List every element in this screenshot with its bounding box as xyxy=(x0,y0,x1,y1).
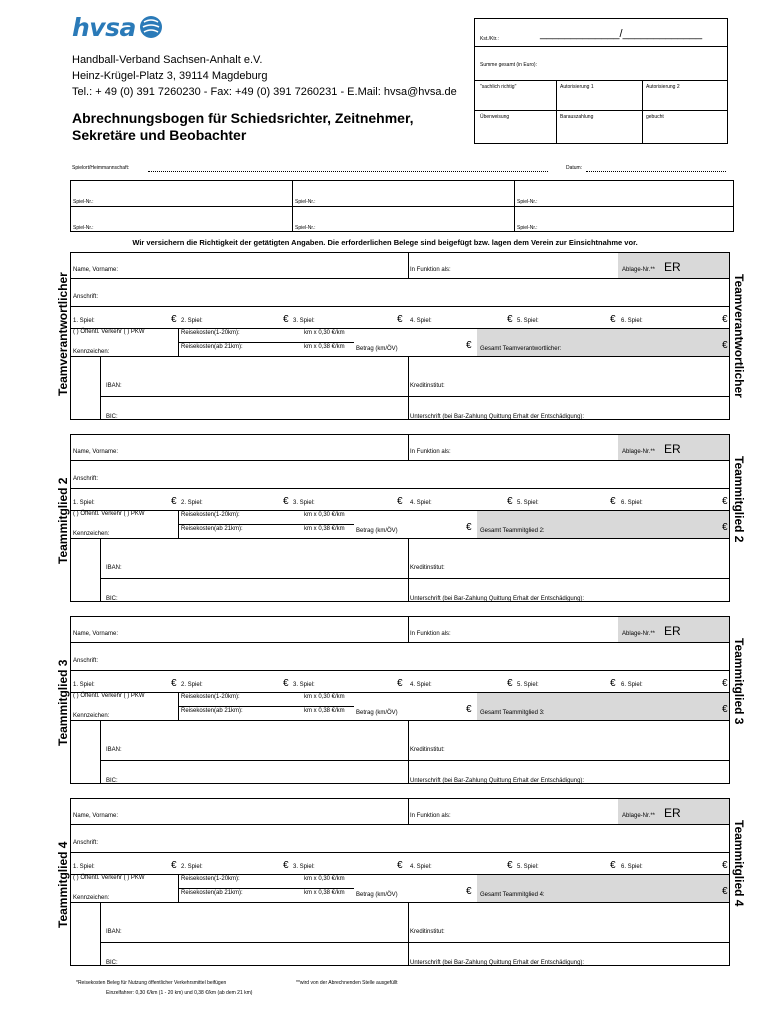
gesamt-label: Gesamt Teammitglied 3: xyxy=(480,710,545,716)
spiel-2-label: 2. Spiel: xyxy=(181,318,203,324)
kreditinstitut-label: Kreditinstitut: xyxy=(410,383,445,389)
anschrift-label: Anschrift: xyxy=(73,658,99,664)
er-label: ER xyxy=(664,624,681,638)
bic-label: BIC: xyxy=(106,778,118,784)
er-label: ER xyxy=(664,442,681,456)
euro-sign: € xyxy=(610,496,616,507)
euro-sign: € xyxy=(283,496,289,507)
name-label: Name, Vorname: xyxy=(73,813,119,819)
iban-label: IBAN: xyxy=(106,747,122,753)
ablage-label: Ablage-Nr.** xyxy=(622,449,656,455)
euro-sign: € xyxy=(466,522,472,533)
km-rate-2: km x 0,38 €/km xyxy=(304,344,345,350)
divider xyxy=(408,356,409,420)
spielort-field[interactable] xyxy=(148,171,548,172)
funktion-label: In Funktion als: xyxy=(410,813,451,819)
euro-sign: € xyxy=(171,314,177,325)
declaration-text: Wir versichern die Richtigkeit der getätigten Angaben. Die erforderlichen Belege sind beigefügt bzw. lagen dem Verein zur Einsichtnahme vor. xyxy=(132,238,638,247)
funktion-label: In Funktion als: xyxy=(410,449,451,455)
euro-sign: € xyxy=(722,522,728,533)
spiel-2-label: 2. Spiel: xyxy=(181,682,203,688)
unterschrift-label: Unterschrift (bei Bar-Zahlung Quittung Erhalt der Entschädigung): xyxy=(410,414,585,420)
verkehrsmittel-option[interactable]: ( ) Öffentl. Verkehr ( ) PKW xyxy=(73,875,145,881)
divider xyxy=(178,706,354,707)
kennzeichen-label: Kennzeichen: xyxy=(73,349,110,355)
org-contact: Tel.: + 49 (0) 391 7260230 - Fax: +49 (0) 391 7260231 - E.Mail: hvsa@hvsa.de xyxy=(72,86,457,98)
spiel-1-label: 1. Spiel: xyxy=(73,318,95,324)
spiel-2-label: 2. Spiel: xyxy=(181,864,203,870)
side-label-left: Teammitglied 4 xyxy=(56,841,70,928)
euro-sign: € xyxy=(466,340,472,351)
spiel-4-label: 4. Spiel: xyxy=(410,318,432,324)
euro-sign: € xyxy=(397,678,403,689)
barauszahlung-label: Barauszahlung xyxy=(560,114,594,120)
km-rate-2: km x 0,38 €/km xyxy=(304,526,345,532)
org-address: Heinz-Krügel-Platz 3, 39114 Magdeburg xyxy=(72,70,268,82)
divider xyxy=(474,80,728,81)
divider xyxy=(408,538,409,602)
spiel-5-label: 5. Spiel: xyxy=(517,318,539,324)
gesamt-label: Gesamt Teammitglied 4: xyxy=(480,892,545,898)
euro-sign: € xyxy=(722,860,728,871)
divider xyxy=(408,616,409,642)
spiel-nr-field[interactable]: Spiel-Nr.: xyxy=(73,225,94,231)
divider xyxy=(70,642,730,643)
kst-label: Kst./Ktr.: xyxy=(480,36,499,42)
divider xyxy=(100,942,730,943)
verkehrsmittel-option[interactable]: ( ) Öffentl. Verkehr ( ) PKW xyxy=(73,693,145,699)
divider xyxy=(70,488,730,489)
divider xyxy=(408,252,409,278)
name-label: Name, Vorname: xyxy=(73,631,119,637)
gesamt-label: Gesamt Teammitglied 2: xyxy=(480,528,545,534)
ablage-label: Ablage-Nr.** xyxy=(622,813,656,819)
side-label-left: Teamverantwortlicher xyxy=(56,272,70,396)
spiel-3-label: 3. Spiel: xyxy=(293,318,315,324)
euro-sign: € xyxy=(397,860,403,871)
handball-logo-icon xyxy=(140,16,162,38)
betrag-label: Betrag (km/ÖV) xyxy=(356,710,398,716)
kennzeichen-label: Kennzeichen: xyxy=(73,531,110,537)
name-label: Name, Vorname: xyxy=(73,267,119,273)
divider xyxy=(70,538,730,539)
divider xyxy=(556,80,557,144)
divider xyxy=(70,306,730,307)
anschrift-label: Anschrift: xyxy=(73,840,99,846)
spiel-4-label: 4. Spiel: xyxy=(410,864,432,870)
euro-sign: € xyxy=(722,496,728,507)
spielort-label: Spielort/Heimmannschaft: xyxy=(72,165,130,171)
side-label-right: Teammitglied 2 xyxy=(732,456,746,543)
page-title: Abrechnungsbogen für Schiedsrichter, Zeitnehmer, Sekretäre und Beobachter xyxy=(72,110,414,143)
euro-sign: € xyxy=(722,314,728,325)
spiel-1-label: 1. Spiel: xyxy=(73,682,95,688)
euro-sign: € xyxy=(171,496,177,507)
divider xyxy=(178,524,354,525)
divider xyxy=(408,720,409,784)
euro-sign: € xyxy=(507,314,513,325)
reise1-label: Reisekosten(1-20km): xyxy=(181,330,240,336)
spiel-6-label: 6. Spiel: xyxy=(621,318,643,324)
autorisierung1-label: Autorisierung 1 xyxy=(560,84,594,90)
spiel-5-label: 5. Spiel: xyxy=(517,500,539,506)
spiel-2-label: 2. Spiel: xyxy=(181,500,203,506)
divider xyxy=(70,670,730,671)
divider xyxy=(100,578,730,579)
euro-sign: € xyxy=(397,314,403,325)
footnote-2: **wird von der Abrechnenden Stelle ausgefüllt xyxy=(296,980,398,986)
divider xyxy=(70,824,730,825)
euro-sign: € xyxy=(171,860,177,871)
spiel-nr-field[interactable]: Spiel-Nr.: xyxy=(295,225,316,231)
spiel-nr-field[interactable]: Spiel-Nr.: xyxy=(295,199,316,205)
spiel-1-label: 1. Spiel: xyxy=(73,864,95,870)
divider xyxy=(100,538,101,602)
reise2-label: Reisekosten(ab 21km): xyxy=(181,708,243,714)
kennzeichen-label: Kennzeichen: xyxy=(73,895,110,901)
divider xyxy=(100,396,730,397)
verkehrsmittel-option[interactable]: ( ) Öffentl. Verkehr ( ) PKW xyxy=(73,329,145,335)
divider xyxy=(474,110,728,111)
km-rate-2: km x 0,38 €/km xyxy=(304,890,345,896)
spiel-6-label: 6. Spiel: xyxy=(621,864,643,870)
unterschrift-label: Unterschrift (bei Bar-Zahlung Quittung Erhalt der Entschädigung): xyxy=(410,596,585,602)
divider xyxy=(70,902,730,903)
er-label: ER xyxy=(664,260,681,274)
bic-label: BIC: xyxy=(106,414,118,420)
km-rate-1: km x 0,30 €/km xyxy=(304,330,345,336)
km-rate-1: km x 0,30 €/km xyxy=(304,512,345,518)
anschrift-label: Anschrift: xyxy=(73,476,99,482)
iban-label: IBAN: xyxy=(106,383,122,389)
ablage-label: Ablage-Nr.** xyxy=(622,631,656,637)
euro-sign: € xyxy=(722,886,728,897)
spiel-nr-field[interactable]: Spiel-Nr.: xyxy=(73,199,94,205)
spiel-4-label: 4. Spiel: xyxy=(410,682,432,688)
bic-label: BIC: xyxy=(106,960,118,966)
divider xyxy=(100,902,101,966)
bic-label: BIC: xyxy=(106,596,118,602)
euro-sign: € xyxy=(610,314,616,325)
funktion-label: In Funktion als: xyxy=(410,631,451,637)
logo-text: hvsa xyxy=(72,13,136,42)
hvsa-logo xyxy=(72,14,182,42)
euro-sign: € xyxy=(466,886,472,897)
spiel-3-label: 3. Spiel: xyxy=(293,864,315,870)
spiel-3-label: 3. Spiel: xyxy=(293,682,315,688)
divider xyxy=(408,902,409,966)
euro-sign: € xyxy=(507,860,513,871)
spiel-5-label: 5. Spiel: xyxy=(517,864,539,870)
km-rate-1: km x 0,30 €/km xyxy=(304,694,345,700)
summe-label: Summe gesamt (in Euro): xyxy=(480,62,537,68)
reise2-label: Reisekosten(ab 21km): xyxy=(181,344,243,350)
divider xyxy=(178,888,354,889)
divider xyxy=(100,356,101,420)
er-label: ER xyxy=(664,806,681,820)
km-rate-1: km x 0,30 €/km xyxy=(304,876,345,882)
kreditinstitut-label: Kreditinstitut: xyxy=(410,565,445,571)
reise2-label: Reisekosten(ab 21km): xyxy=(181,890,243,896)
euro-sign: € xyxy=(722,340,728,351)
ueberweisung-label: Überweisung xyxy=(480,114,510,120)
footnote-1: *Reisekosten Beleg für Nutzung öffentlicher Verkehrsmittel beifügen xyxy=(76,980,227,986)
side-label-right: Teammitglied 3 xyxy=(732,638,746,725)
spiel-3-label: 3. Spiel: xyxy=(293,500,315,506)
euro-sign: € xyxy=(397,496,403,507)
spiel-4-label: 4. Spiel: xyxy=(410,500,432,506)
org-name: Handball-Verband Sachsen-Anhalt e.V. xyxy=(72,54,263,66)
footnote-1b: Einzelfahrer: 0,30 €/km (1 - 20 km) und 0,38 €/km (ab dem 21 km) xyxy=(106,990,253,996)
kennzeichen-label: Kennzeichen: xyxy=(73,713,110,719)
divider xyxy=(70,356,730,357)
reise1-label: Reisekosten(1-20km): xyxy=(181,876,240,882)
autorisierung2-label: Autorisierung 2 xyxy=(646,84,680,90)
euro-sign: € xyxy=(610,860,616,871)
sachlich-label: "sachlich richtig" xyxy=(480,84,517,90)
divider xyxy=(408,434,409,460)
spiel-6-label: 6. Spiel: xyxy=(621,682,643,688)
unterschrift-label: Unterschrift (bei Bar-Zahlung Quittung Erhalt der Entschädigung): xyxy=(410,778,585,784)
divider xyxy=(100,720,101,784)
divider xyxy=(408,798,409,824)
gebucht-label: gebucht xyxy=(646,114,664,120)
reise1-label: Reisekosten(1-20km): xyxy=(181,512,240,518)
divider xyxy=(642,80,643,144)
kreditinstitut-label: Kreditinstitut: xyxy=(410,929,445,935)
euro-sign: € xyxy=(466,704,472,715)
divider xyxy=(514,180,515,232)
divider xyxy=(100,760,730,761)
side-label-right: Teamverantwortlicher xyxy=(732,274,746,398)
side-label-left: Teammitglied 2 xyxy=(56,477,70,564)
euro-sign: € xyxy=(507,678,513,689)
divider xyxy=(70,852,730,853)
betrag-label: Betrag (km/ÖV) xyxy=(356,528,398,534)
side-label-left: Teammitglied 3 xyxy=(56,659,70,746)
divider xyxy=(292,180,293,232)
spiel-nr-field[interactable]: Spiel-Nr.: xyxy=(517,199,538,205)
spiel-6-label: 6. Spiel: xyxy=(621,500,643,506)
anschrift-label: Anschrift: xyxy=(73,294,99,300)
iban-label: IBAN: xyxy=(106,565,122,571)
funktion-label: In Funktion als: xyxy=(410,267,451,273)
kreditinstitut-label: Kreditinstitut: xyxy=(410,747,445,753)
ablage-label: Ablage-Nr.** xyxy=(622,267,656,273)
reise2-label: Reisekosten(ab 21km): xyxy=(181,526,243,532)
verkehrsmittel-option[interactable]: ( ) Öffentl. Verkehr ( ) PKW xyxy=(73,511,145,517)
reise1-label: Reisekosten(1-20km): xyxy=(181,694,240,700)
iban-label: IBAN: xyxy=(106,929,122,935)
divider xyxy=(178,342,354,343)
divider xyxy=(70,720,730,721)
datum-field[interactable] xyxy=(586,171,726,172)
euro-sign: € xyxy=(283,678,289,689)
euro-sign: € xyxy=(171,678,177,689)
gesamt-label: Gesamt Teamverantwortlicher: xyxy=(480,346,562,352)
datum-label: Datum: xyxy=(566,165,583,171)
euro-sign: € xyxy=(283,314,289,325)
spiel-nr-field[interactable]: Spiel-Nr.: xyxy=(517,225,538,231)
name-label: Name, Vorname: xyxy=(73,449,119,455)
euro-sign: € xyxy=(610,678,616,689)
euro-sign: € xyxy=(722,678,728,689)
divider xyxy=(70,278,730,279)
euro-sign: € xyxy=(507,496,513,507)
divider xyxy=(474,46,728,47)
divider xyxy=(70,206,734,207)
spiel-1-label: 1. Spiel: xyxy=(73,500,95,506)
side-label-right: Teammitglied 4 xyxy=(732,820,746,907)
unterschrift-label: Unterschrift (bei Bar-Zahlung Quittung Erhalt der Entschädigung): xyxy=(410,960,585,966)
spiel-5-label: 5. Spiel: xyxy=(517,682,539,688)
betrag-label: Betrag (km/ÖV) xyxy=(356,892,398,898)
km-rate-2: km x 0,38 €/km xyxy=(304,708,345,714)
euro-sign: € xyxy=(283,860,289,871)
divider xyxy=(70,460,730,461)
kst-field[interactable]: _____________/_____________ xyxy=(540,28,703,40)
betrag-label: Betrag (km/ÖV) xyxy=(356,346,398,352)
euro-sign: € xyxy=(722,704,728,715)
